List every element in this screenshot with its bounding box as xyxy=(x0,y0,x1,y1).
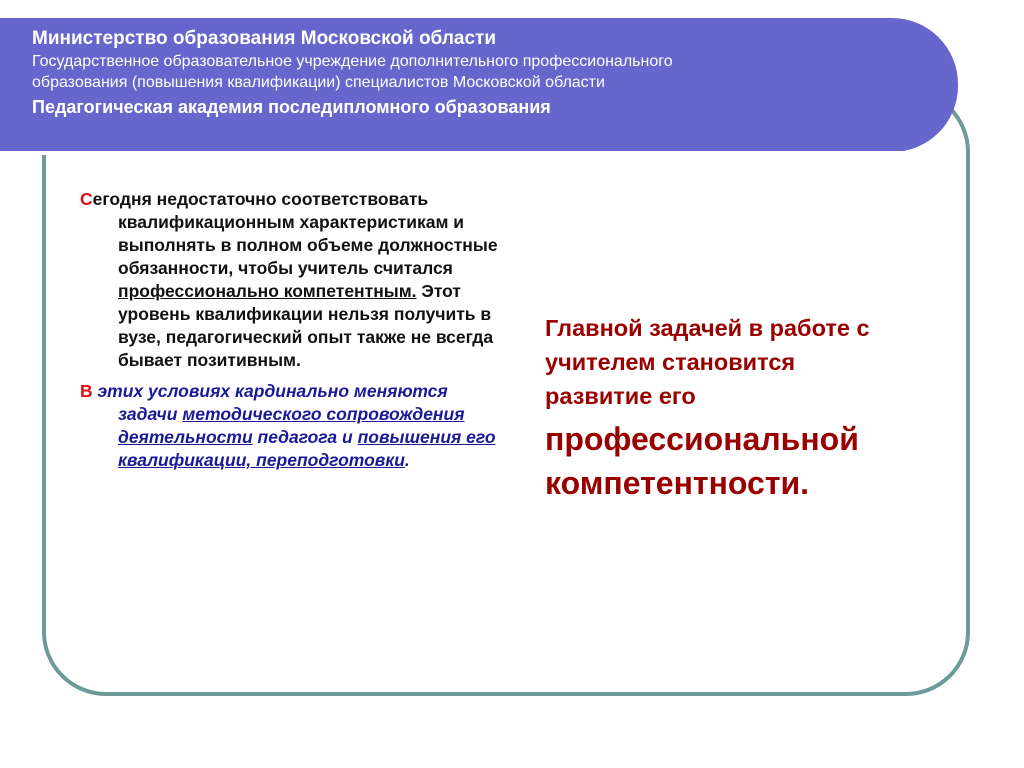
paragraph-2 xyxy=(80,380,500,472)
paragraph-2-initial: В xyxy=(80,381,93,401)
header-divider xyxy=(0,151,906,155)
paragraph-2-underlined-1: методического сопровождения деятельности xyxy=(118,404,465,447)
paragraph-1-initial: С xyxy=(80,189,93,209)
header-text xyxy=(32,27,912,120)
institution-line-1: Государственное образовательное учреждение дополнительного профессионального xyxy=(32,53,673,70)
paragraph-2-end: . xyxy=(404,450,410,470)
emphasis-line-5: компетентности. xyxy=(545,465,810,501)
paragraph-1-text-b: Этот уровень квалификации нельзя получить в вузе, педагогический опыт также не всегда бывает позитивным. xyxy=(118,281,494,370)
emphasis-line-3: развитие его xyxy=(545,383,696,409)
emphasis-line-4: профессиональной xyxy=(545,421,859,457)
emphasis-line-1: Главной задачей в работе с xyxy=(545,315,870,341)
right-emphasis-text xyxy=(545,311,955,505)
paragraph-2-text-a: этих условиях кардинально меняются задачи xyxy=(92,381,448,424)
paragraph-2-text-b: педагога и xyxy=(252,427,358,447)
academy-title: Педагогическая академия последипломного образования xyxy=(32,97,551,117)
paragraph-2-underlined-2: повышения его квалификации, переподготовки xyxy=(118,427,496,470)
institution-line-2: образования (повышения квалификации) специалистов Московской области xyxy=(32,74,605,91)
left-text-column xyxy=(80,188,500,472)
emphasis-line-2: учителем становится xyxy=(545,349,796,375)
ministry-title: Министерство образования Московской области xyxy=(32,28,497,49)
paragraph-1-underlined: профессионально компетентным. xyxy=(118,281,417,301)
paragraph-1-text-a: егодня недостаточно соответствовать квалификационным характеристикам и выполнять в полном объеме должностные обязанности, чтобы учитель считался xyxy=(92,189,498,278)
paragraph-1 xyxy=(80,188,500,372)
